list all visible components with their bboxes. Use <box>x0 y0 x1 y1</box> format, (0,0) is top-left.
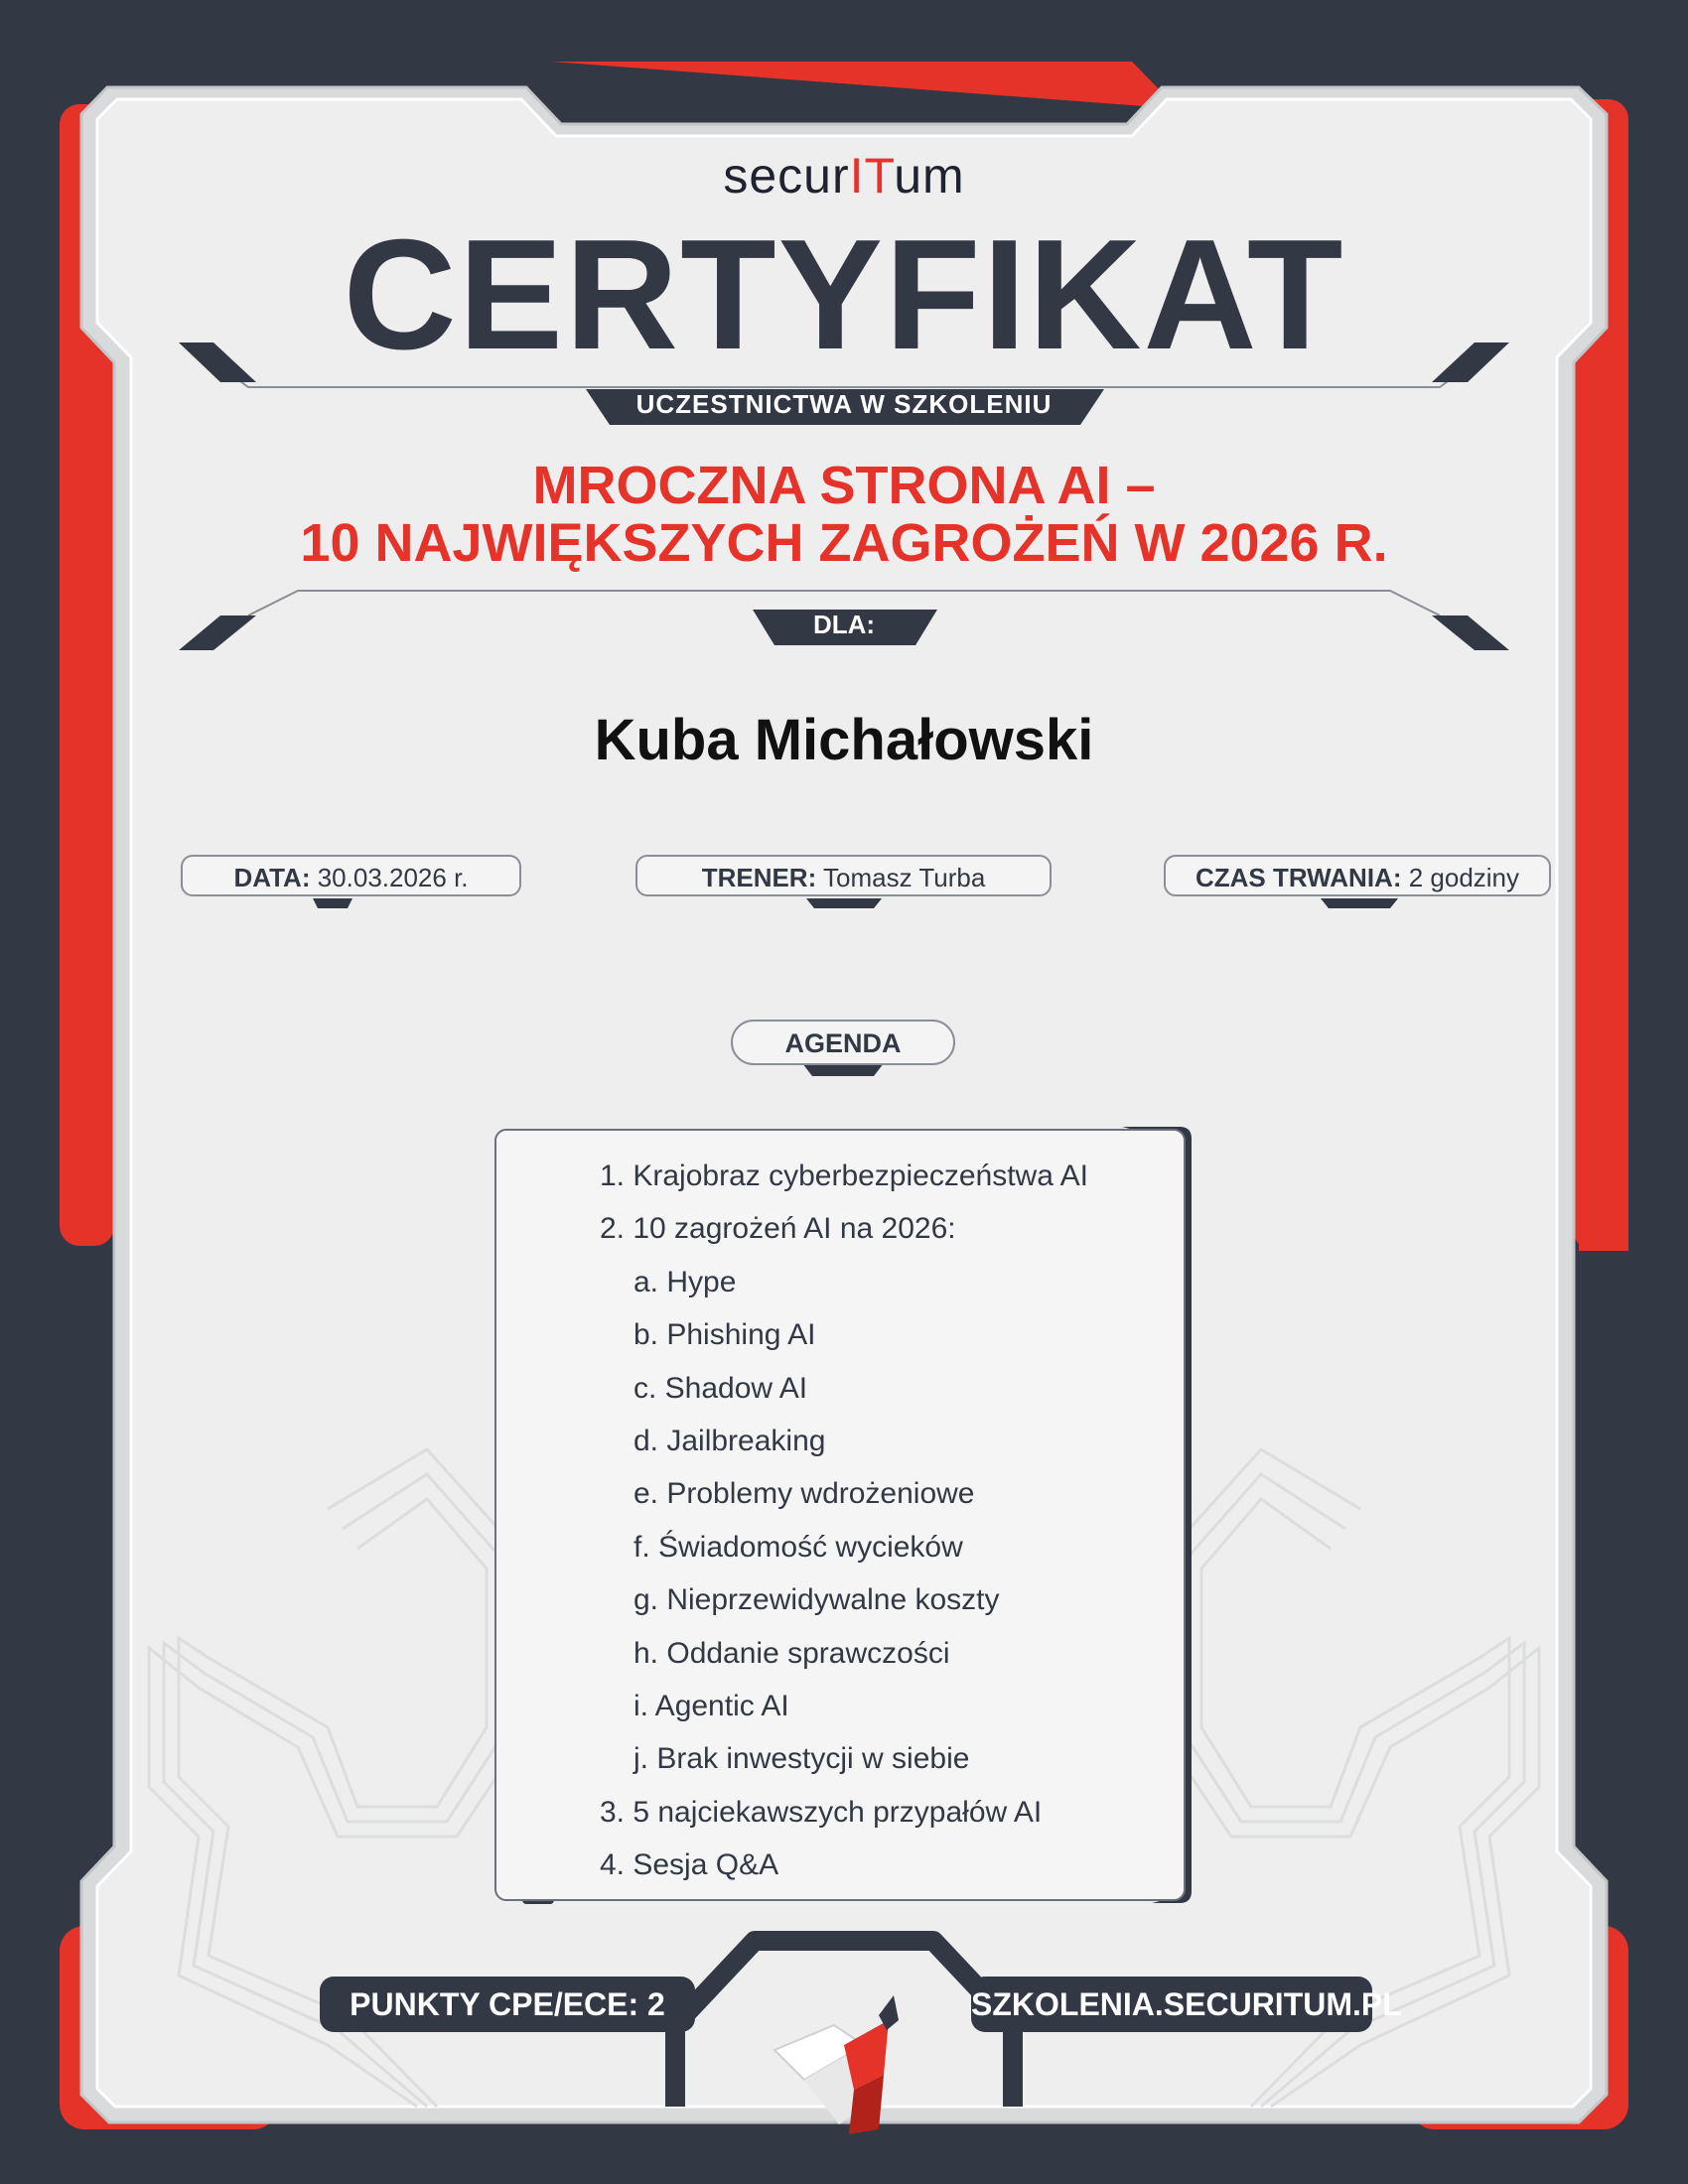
agenda-subitem: j. Brak inwestycji w siebie <box>633 1742 970 1776</box>
agenda-subitem: h. Oddanie sprawczości <box>633 1636 950 1670</box>
cpe-points-badge: PUNKTY CPE/ECE: 2 <box>320 1977 695 2032</box>
date-label: DATA: <box>233 863 311 892</box>
duration-pill <box>1164 855 1551 896</box>
agenda-subitem: b. Phishing AI <box>633 1318 816 1352</box>
agenda-subitem: d. Jailbreaking <box>633 1424 826 1457</box>
logo-text-part3: um <box>894 148 965 204</box>
agenda-item: 4. Sesja Q&A <box>600 1848 779 1882</box>
agenda-item: 2. 10 zagrożeń AI na 2026: <box>600 1212 956 1246</box>
duration-label: CZAS TRWANIA: <box>1195 863 1402 892</box>
trainer-pill <box>635 855 1052 896</box>
website-badge[interactable]: SZKOLENIA.SECURITUM.PL <box>971 1977 1372 2032</box>
recipient-name: Kuba Michałowski <box>594 708 1094 772</box>
course-title-line1: MROCZNA STRONA AI – <box>532 456 1156 515</box>
trainer-value: Tomasz Turba <box>823 863 986 892</box>
agenda-list <box>600 1150 1176 1891</box>
agenda-item: 1. Krajobraz cyberbezpieczeństwa AI <box>600 1160 1088 1192</box>
date-value: 30.03.2026 r. <box>317 863 469 892</box>
logo-text-part1: secur <box>723 148 850 204</box>
duration-value: 2 godziny <box>1408 863 1520 892</box>
for-label: DLA: <box>812 610 876 639</box>
certificate-subtitle: UCZESTNICTWA W SZKOLENIU <box>635 389 1053 419</box>
course-title-line2: 10 NAJWIĘKSZYCH ZAGROŻEŃ W 2026 R. <box>300 513 1388 573</box>
logo-text-accent: IT <box>849 148 895 204</box>
agenda-subitem: a. Hype <box>633 1265 737 1298</box>
agenda-subitem: f. Świadomość wycieków <box>633 1530 963 1564</box>
securitum-logo <box>0 147 1688 205</box>
date-pill <box>181 855 521 896</box>
agenda-label: AGENDA <box>731 1020 955 1065</box>
trainer-label: TRENER: <box>701 863 817 892</box>
certificate-title: CERTYFIKAT <box>343 207 1345 382</box>
agenda-item: 3. 5 najciekawszych przypałów AI <box>600 1795 1043 1829</box>
course-title <box>99 457 1589 572</box>
agenda-subitem: g. Nieprzewidywalne koszty <box>633 1583 1000 1617</box>
agenda-subitem: c. Shadow AI <box>633 1371 808 1405</box>
agenda-subitem: e. Problemy wdrożeniowe <box>633 1477 975 1511</box>
agenda-subitem: i. Agentic AI <box>633 1689 789 1722</box>
